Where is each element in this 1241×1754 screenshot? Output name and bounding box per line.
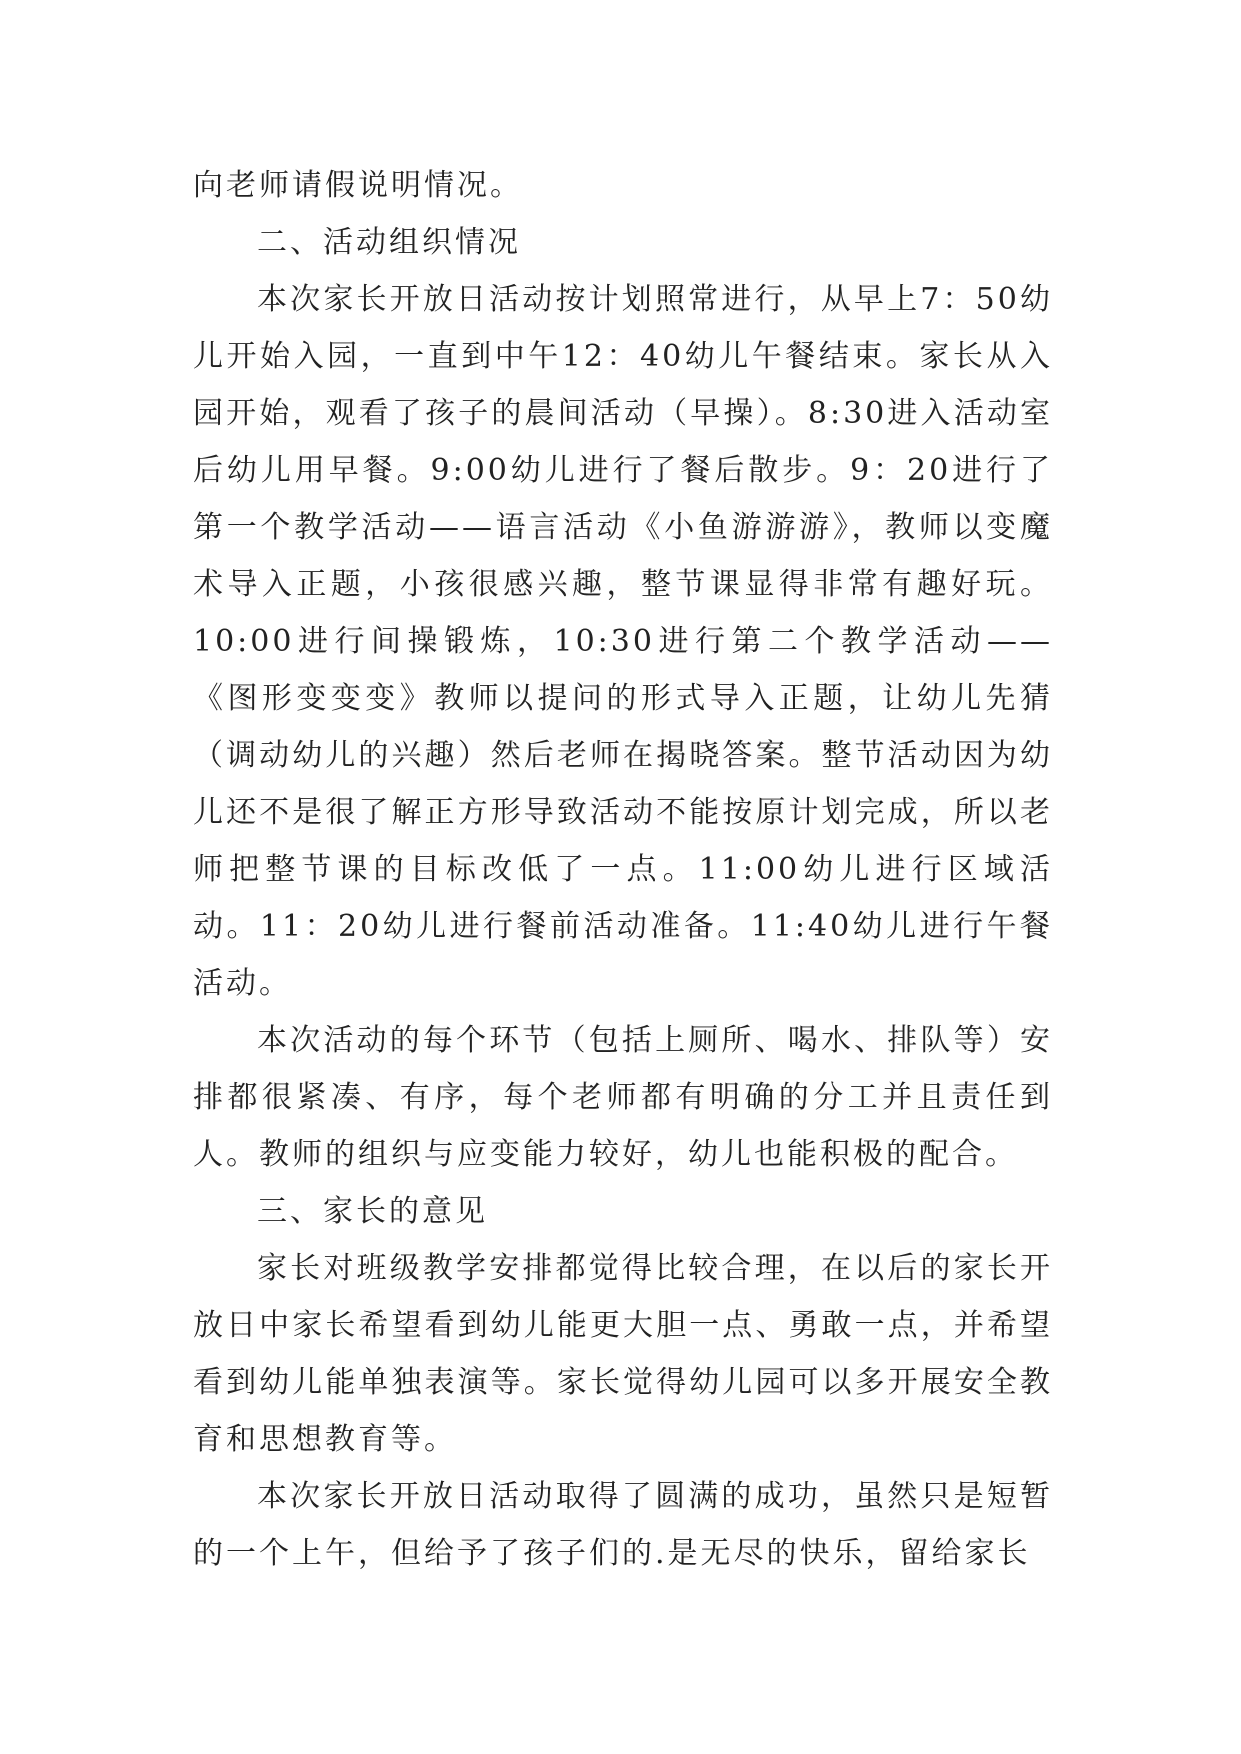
paragraph-conclusion: 本次家长开放日活动取得了圆满的成功，虽然只是短暂的一个上午，但给予了孩子们的.是无尽的快乐，留给家长 (193, 1479, 1053, 1571)
paragraph-activity-arrangement: 本次活动的每个环节（包括上厕所、喝水、排队等）安排都很紧凑、有序，每个老师都有明确的分工并且责任到人。教师的组织与应变能力较好，幼儿也能积极的配合。 (193, 1023, 1053, 1172)
section-heading-activity-organization: 二、活动组织情况 (257, 225, 521, 260)
document-body (193, 157, 1053, 1582)
paragraph-activity-schedule: 本次家长开放日活动按计划照常进行，从早上7：50幼儿开始入园，一直到中午12：40幼儿午餐结束。家长从入园开始，观看了孩子的晨间活动（早操）。8:30进入活动室后幼儿用早餐。9:00幼儿进行了餐后散步。9：20进行了第一个教学活动——语言活动《小鱼游游游》，教师以变魔术导入正题，小孩很感兴趣，整节课显得非常有趣好玩。10:00进行间操锻炼，10:30进行第二个教学活动——《图形变变变》教师以提问的形式导入正题，让幼儿先猜（调动幼儿的兴趣）然后老师在揭晓答案。整节活动因为幼儿还不是很了解正方形导致活动不能按原计划完成，所以老师把整节课的目标改低了一点。11:00幼儿进行区域活动。11：20幼儿进行餐前活动准备。11:40幼儿进行午餐活动。 (193, 282, 1053, 1001)
paragraph-leave-note: 向老师请假说明情况。 (193, 168, 523, 203)
paragraph-parent-opinions: 家长对班级教学安排都觉得比较合理，在以后的家长开放日中家长希望看到幼儿能更大胆一点、勇敢一点，并希望看到幼儿能单独表演等。家长觉得幼儿园可以多开展安全教育和思想教育等。 (193, 1251, 1053, 1457)
section-heading-parent-opinions: 三、家长的意见 (257, 1194, 488, 1229)
